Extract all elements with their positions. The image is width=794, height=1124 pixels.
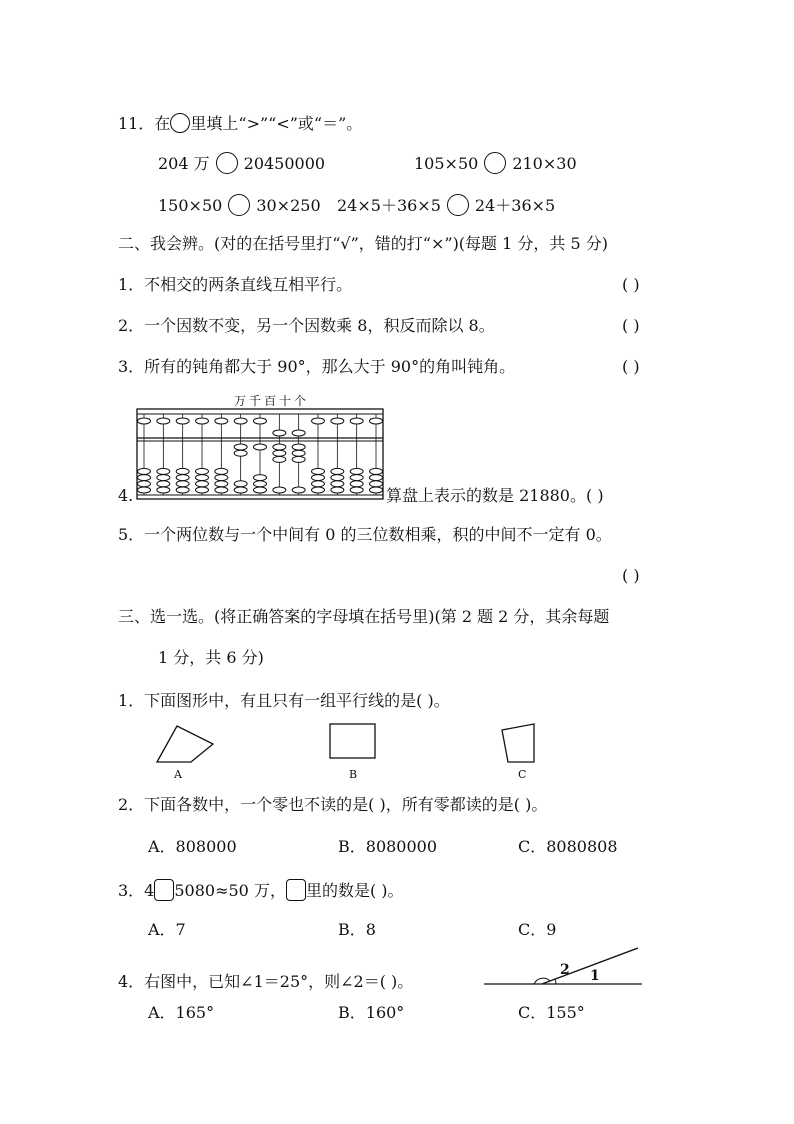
- sec3-q1: 1．下面图形中，有且只有一组平行线的是( )。: [118, 691, 450, 710]
- comparison-circle-4[interactable]: [447, 194, 469, 216]
- q2-option-a: A．808000: [148, 837, 237, 856]
- sec3-q3: 3．4 5080≈50 万， 里的数是( )。: [118, 881, 404, 900]
- q3-option-a: A．7: [148, 920, 186, 939]
- q11-number: 11．: [118, 114, 155, 133]
- q4-option-a: A．165°: [148, 1003, 215, 1022]
- sec2-item-4-number: 4.: [118, 486, 134, 505]
- section3-heading-cont: 1 分，共 6 分): [158, 648, 264, 667]
- abacus-place-labels: 万千百十个: [234, 394, 310, 408]
- circle-blank-icon: [170, 113, 190, 133]
- answer-paren-1[interactable]: ( ): [622, 275, 640, 294]
- q3-option-c: C．9: [518, 920, 557, 939]
- abacus-figure: [136, 408, 384, 500]
- comparison-circle-3[interactable]: [228, 194, 250, 216]
- sec2-item-1: 1．不相交的两条直线互相平行。: [118, 275, 353, 294]
- q11-prompt: 11．在 里填上“>”“<”或“＝”。: [118, 114, 363, 133]
- shape-c-trapezoid: [500, 722, 540, 766]
- q2-option-c: C．8080808: [518, 837, 618, 856]
- sec3-q2: 2．下面各数中，一个零也不读的是( )，所有零都读的是( )。: [118, 795, 548, 814]
- sec2-item-4: 算盘上表示的数是 21880。( ): [386, 486, 604, 505]
- section3-heading: 三、选一选。(将正确答案的字母填在括号里)(第 2 题 2 分，其余每题: [118, 607, 610, 626]
- sec3-q4: 4．右图中，已知∠1＝25°，则∠2＝( )。: [118, 972, 414, 991]
- digit-box-ref: [286, 879, 306, 901]
- digit-box: [154, 879, 174, 901]
- section2-heading: 二、我会辨。(对的在括号里打“√”，错的打“×”)(每题 1 分，共 5 分): [118, 234, 608, 253]
- shape-label-b: B: [349, 768, 358, 781]
- q3-option-b: B．8: [338, 920, 376, 939]
- sec2-item-2: 2．一个因数不变，另一个因数乘 8，积反而除以 8。: [118, 316, 495, 335]
- comparison-circle-1[interactable]: [216, 152, 238, 174]
- comparison-circle-2[interactable]: [484, 152, 506, 174]
- answer-paren-2[interactable]: ( ): [622, 316, 640, 335]
- shape-label-c: C: [518, 768, 527, 781]
- q11-row1-left: 204 万 20450000: [158, 154, 326, 173]
- q11-row2-right: 24×5＋36×5 24＋36×5: [337, 196, 556, 215]
- q4-option-b: B．160°: [338, 1003, 405, 1022]
- q11-row2-left: 150×50 30×250: [158, 196, 321, 215]
- answer-paren-3[interactable]: ( ): [622, 357, 640, 376]
- q11-row1-right: 105×50 210×30: [414, 154, 577, 173]
- sec2-item-5: 5．一个两位数与一个中间有 0 的三位数相乘，积的中间不一定有 0。: [118, 525, 612, 544]
- shape-b-rectangle: [328, 722, 378, 760]
- q2-option-b: B．8080000: [338, 837, 438, 856]
- angle-label-2: 2: [560, 962, 570, 978]
- answer-paren-5[interactable]: ( ): [622, 566, 640, 585]
- q4-option-c: C．155°: [518, 1003, 585, 1022]
- sec2-item-3: 3．所有的钝角都大于 90°，那么大于 90°的角叫钝角。: [118, 357, 516, 376]
- angle-label-1: 1: [590, 968, 600, 984]
- shape-label-a: A: [174, 768, 182, 781]
- shape-a-quadrilateral: [155, 724, 217, 766]
